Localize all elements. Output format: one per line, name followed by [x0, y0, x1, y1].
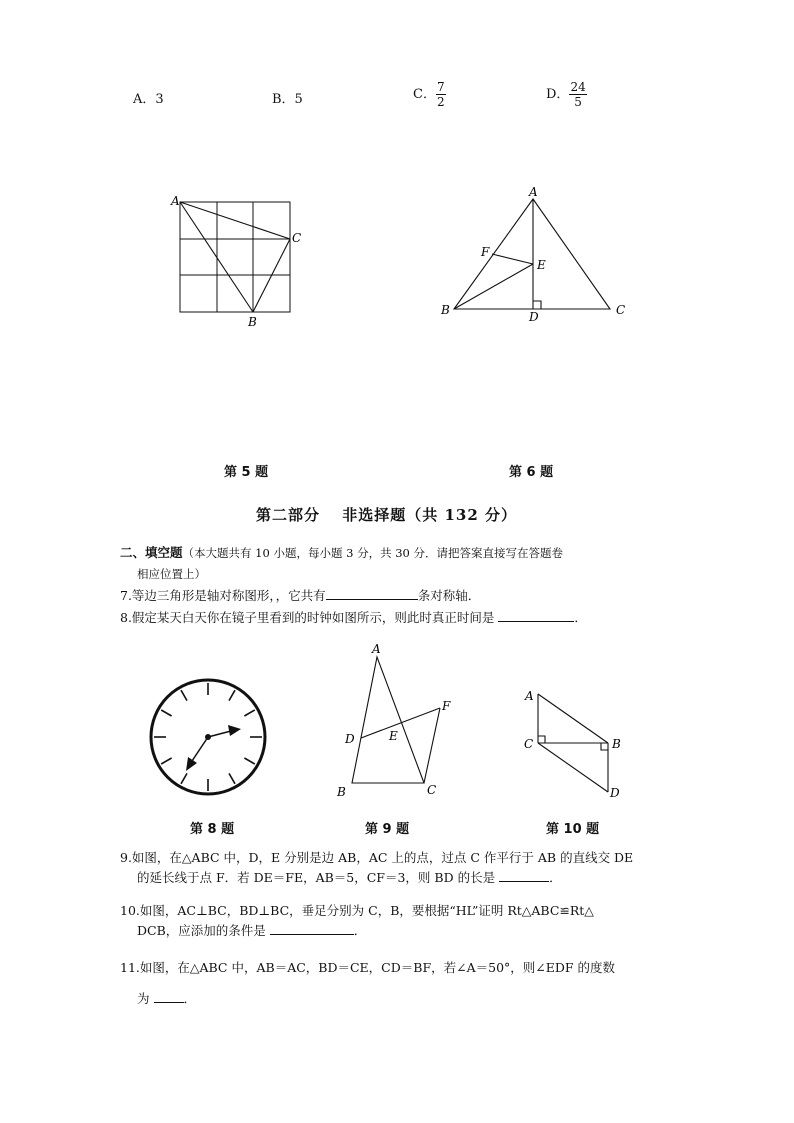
q6-label-f: F: [481, 245, 490, 259]
question-7: [120, 586, 480, 606]
option-d: [546, 80, 587, 109]
question-9: 9.如图，在△ABC 中，D，E 分别是边 AB，AC 上的点，过点 C 作平行于 AB 的直线交 DE: [120, 850, 634, 865]
option-c-denominator: 2: [436, 95, 445, 109]
mirror-clock-icon: [151, 680, 265, 794]
q7-text-after: 条对称轴．: [417, 588, 481, 603]
q9-label-f: F: [442, 699, 451, 713]
q9-label-e: E: [389, 729, 398, 743]
q8-answer-blank[interactable]: [498, 609, 574, 622]
q9-label-d: D: [345, 732, 355, 746]
q5-label-a: A: [171, 194, 180, 208]
fill-section-note: （本大题共有 10 小题，每小题 3 分，共 30 分．请把答案直接写在答题卷: [182, 546, 564, 560]
caption-q6: 第 6 题: [509, 465, 554, 480]
fill-section-label: 二、填空题: [120, 545, 183, 560]
option-d-fraction: [569, 80, 586, 109]
figure-q8-clock: [145, 675, 275, 805]
question-11-line2: [137, 989, 196, 1009]
figure-q9-triangle: [330, 640, 460, 805]
q10-label-a: A: [525, 689, 534, 703]
figure-q6-triangle: [435, 180, 635, 330]
q10-label-b: B: [612, 737, 621, 751]
q7-text: 7.等边三角形是轴对称图形，，它共有: [120, 588, 326, 603]
q10-label-d: D: [610, 786, 620, 800]
q6-label-c: C: [616, 303, 626, 317]
caption-q10: 第 10 题: [546, 822, 600, 837]
q10-answer-blank[interactable]: [270, 922, 354, 935]
q6-label-d: D: [529, 310, 539, 324]
q9-answer-blank[interactable]: [499, 869, 549, 882]
q8-text-after: ．: [574, 610, 587, 625]
option-c-prefix: C．: [413, 87, 436, 102]
option-c-numerator: 7: [436, 80, 445, 94]
figure-q5-grid: [160, 185, 320, 335]
q11-text: 为: [137, 991, 150, 1006]
section-title: 第二部分 非选择题（共 132 分）: [256, 506, 517, 524]
fill-section-note-line2: 相应位置上）: [137, 567, 206, 581]
q5-label-c: C: [292, 231, 302, 245]
figure-q10-right-triangles: [520, 680, 635, 805]
caption-q9: 第 9 题: [365, 822, 410, 837]
q6-label-a: A: [529, 185, 538, 199]
question-10: 10.如图，AC⊥BC，BD⊥BC，垂足分别为 C，B，要根据“HL”证明 Rt△ABC≌Rt△: [120, 903, 594, 918]
option-c-fraction: [436, 80, 446, 109]
q10-label-c: C: [524, 737, 534, 751]
option-d-numerator: 24: [570, 80, 586, 94]
q9-text: 的延长线于点 F．若 DE＝FE，AB＝5，CF＝3，则 BD 的长是: [137, 870, 496, 885]
option-d-prefix: D．: [546, 87, 570, 102]
q10-text-after: ．: [353, 923, 367, 938]
option-b: B．5: [272, 92, 303, 107]
option-a: A．3: [133, 92, 164, 107]
q6-label-b: B: [441, 303, 450, 317]
option-c: [413, 80, 446, 109]
q5-label-b: B: [248, 315, 257, 329]
q9-label-a: A: [372, 642, 381, 656]
question-11: 11.如图，在△ABC 中，AB＝AC，BD＝CE，CD＝BF，若∠A＝50°，则∠EDF 的度数: [120, 960, 616, 975]
question-9-line2: [137, 868, 562, 888]
q7-answer-blank[interactable]: [326, 587, 418, 600]
caption-q5: 第 5 题: [224, 465, 269, 480]
q10-text: DCB，应添加的条件是: [137, 923, 266, 938]
q9-label-b: B: [337, 785, 346, 799]
caption-q8: 第 8 题: [190, 822, 235, 837]
question-10-line2: [137, 921, 366, 941]
q11-text-after: ．: [183, 991, 197, 1006]
q11-answer-blank[interactable]: [154, 990, 184, 1003]
q9-label-c: C: [427, 783, 437, 797]
q8-text: 8.假定某天白天你在镜子里看到的时钟如图所示，则此时真正时间是: [120, 610, 495, 625]
fill-section-heading: [120, 543, 680, 563]
question-8: [120, 608, 587, 628]
q9-text-after: ．: [549, 870, 562, 885]
option-d-denominator: 5: [574, 95, 582, 109]
q6-label-e: E: [537, 258, 546, 272]
